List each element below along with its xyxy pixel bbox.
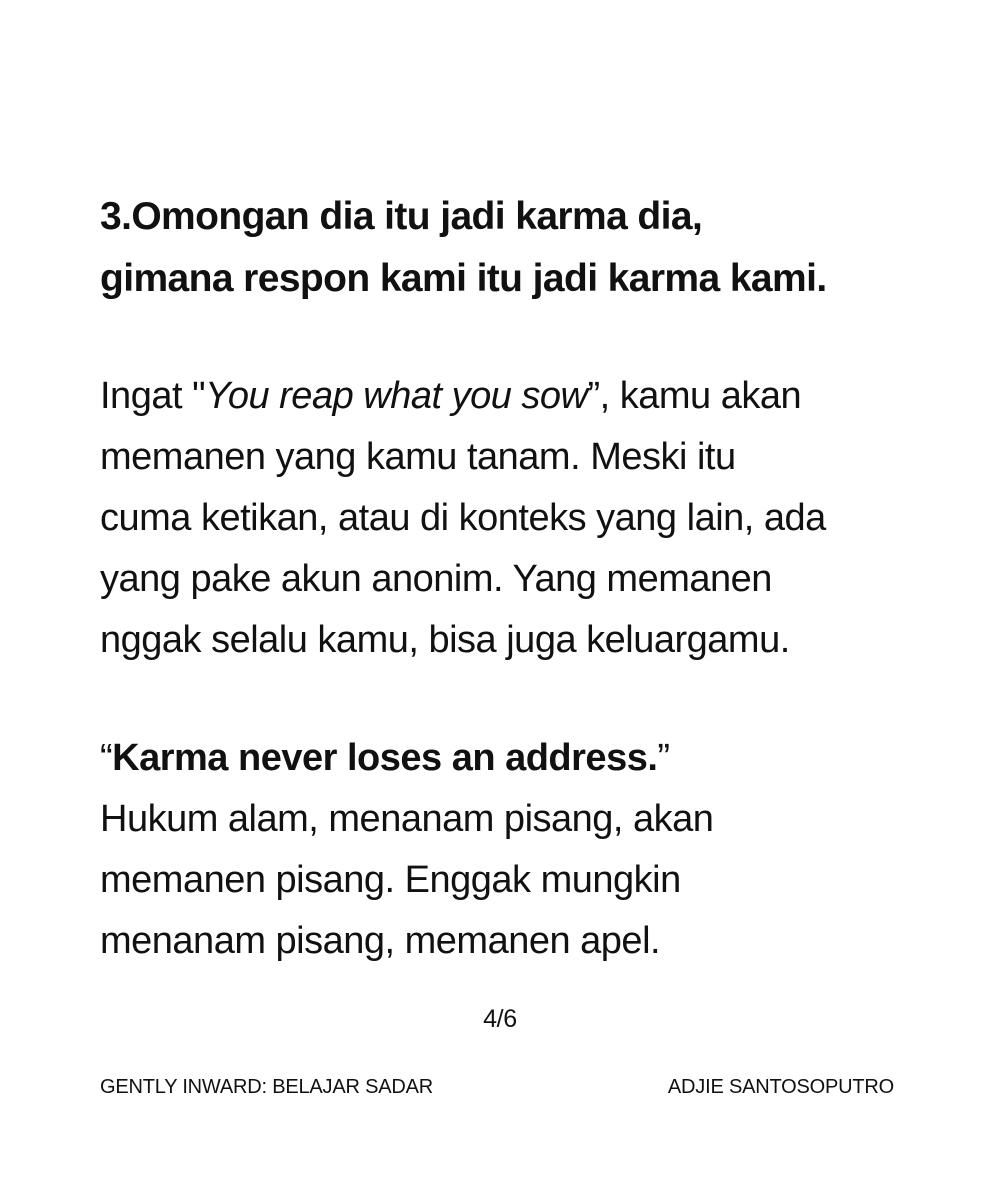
heading-line-1: 3.Omongan dia itu jadi karma dia, — [100, 195, 703, 238]
close-quote-mark: ” — [657, 737, 670, 779]
quote-italic: You reap what you sow — [205, 375, 588, 417]
paragraph-2-line-4: menanam pisang, memanen apel. — [100, 920, 661, 962]
paragraph-2-line-3: memanen pisang. Enggak mungkin — [100, 859, 681, 901]
paragraph-2-line-2: Hukum alam, menanam pisang, akan — [100, 798, 714, 840]
footer-author-name: ADJIE SANTOSOPUTRO — [667, 1076, 894, 1098]
paragraph-1-line-5: nggak selalu kamu, bisa juga keluargamu. — [100, 619, 790, 661]
paragraph-1-line-1-suffix: ”, kamu akan — [587, 375, 802, 417]
heading-line-2: gimana respon kami itu jadi karma kami. — [100, 257, 827, 300]
paragraph-1-line-1-prefix: Ingat " — [100, 375, 206, 417]
page-number: 4/6 — [483, 1005, 517, 1033]
paragraph-2-line-1 — [100, 728, 960, 789]
paragraph-1-line-4: yang pake akun anonim. Yang memanen — [100, 558, 772, 600]
paragraph-1-line-3: cuma ketikan, atau di konteks yang lain, ada — [100, 497, 826, 539]
body-paragraph-1 — [100, 366, 960, 671]
paragraph-1-line-2: memanen yang kamu tanam. Meski itu — [100, 436, 736, 478]
paragraph-1-line-1 — [100, 366, 960, 427]
section-heading — [100, 186, 960, 310]
body-paragraph-2 — [100, 728, 960, 972]
open-quote-mark: “ — [100, 737, 113, 779]
karma-quote-bold: Karma never loses an address. — [112, 737, 658, 779]
footer-series-title: GENTLY INWARD: BELAJAR SADAR — [100, 1076, 433, 1098]
